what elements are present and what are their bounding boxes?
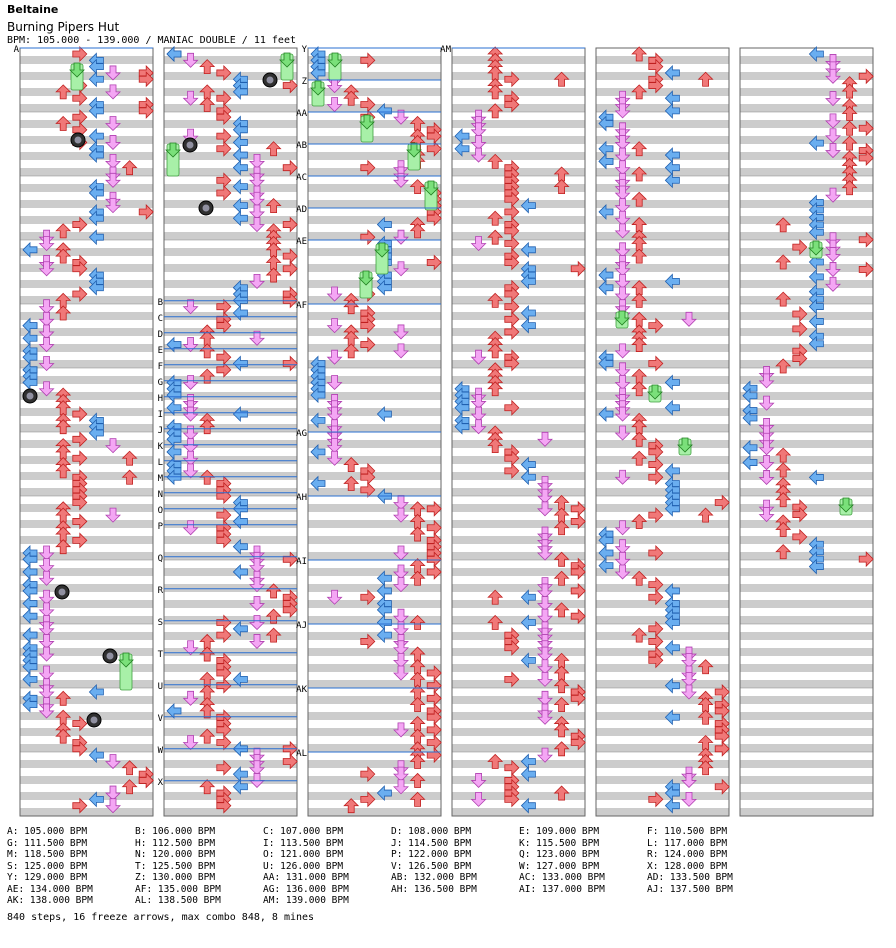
beat-band <box>596 744 729 752</box>
beat-band <box>308 600 441 608</box>
beat-band <box>164 264 297 272</box>
beat-band <box>164 328 297 336</box>
beat-band <box>308 360 441 368</box>
bpm-legend-entry: H: 112.500 BPM <box>135 837 216 849</box>
beat-band <box>164 456 297 464</box>
bpm-legend-entry: AC: 133.000 BPM <box>519 872 605 883</box>
beat-band <box>452 536 585 544</box>
bpm-legend-entry: X: 128.000 BPM <box>647 860 728 872</box>
beat-band <box>164 216 297 224</box>
bpm-legend-entry: AG: 136.000 BPM <box>263 883 349 895</box>
beat-band <box>308 680 441 688</box>
column-2 <box>164 47 297 816</box>
bpm-legend-entry: I: 113.500 BPM <box>263 837 344 849</box>
beat-band <box>308 168 441 176</box>
beat-band <box>20 504 153 512</box>
bpm-legend-entry: Y: 129.000 BPM <box>7 872 88 883</box>
beat-band <box>740 760 873 768</box>
beat-band <box>20 728 153 736</box>
beat-band <box>20 152 153 160</box>
beat-band <box>452 88 585 96</box>
mine-icon <box>199 201 213 215</box>
beat-band <box>164 360 297 368</box>
beat-band <box>20 696 153 704</box>
bpm-legend-entry: G: 111.500 BPM <box>7 837 88 849</box>
beat-band <box>164 808 297 816</box>
beat-band <box>740 584 873 592</box>
bpm-legend-entry: E: 109.000 BPM <box>519 826 600 837</box>
bpm-marker-label: V <box>157 713 163 724</box>
mine-icon <box>183 138 197 152</box>
beat-band <box>164 392 297 400</box>
beat-band <box>452 648 585 656</box>
beat-band <box>308 296 441 304</box>
bpm-marker-label: B <box>157 297 163 308</box>
beat-band <box>596 424 729 432</box>
mine-icon <box>55 585 69 599</box>
bpm-marker-label: G <box>157 377 163 388</box>
song-title: Beltaine <box>7 3 59 16</box>
beat-band <box>308 424 441 432</box>
bpm-marker-label: C <box>157 313 163 324</box>
bpm-legend-entry: AE: 134.000 BPM <box>7 883 93 895</box>
bpm-legend-entry: AD: 133.500 BPM <box>647 872 733 883</box>
beat-band <box>308 328 441 336</box>
beat-band <box>20 440 153 448</box>
beat-band <box>596 328 729 336</box>
beat-band <box>20 168 153 176</box>
beat-band <box>20 712 153 720</box>
beat-band <box>740 408 873 416</box>
beat-band <box>740 776 873 784</box>
beat-band <box>164 168 297 176</box>
beat-band <box>740 744 873 752</box>
beat-band <box>740 696 873 704</box>
bpm-marker-label: O <box>157 505 163 516</box>
bpm-marker-label: I <box>157 409 163 420</box>
bpm-legend-entry: AK: 138.000 BPM <box>7 895 93 906</box>
bpm-legend-entry: AL: 138.500 BPM <box>135 895 221 906</box>
bpm-marker-label: N <box>157 489 163 500</box>
beat-band <box>452 712 585 720</box>
bpm-marker-label: A <box>13 45 19 55</box>
beat-band <box>164 88 297 96</box>
beat-band <box>452 504 585 512</box>
bpm-legend-entry: AB: 132.000 BPM <box>391 872 477 883</box>
beat-band <box>452 616 585 624</box>
beat-band <box>452 440 585 448</box>
beat-band <box>452 760 585 768</box>
beat-band <box>740 552 873 560</box>
chart-stats: 840 steps, 16 freeze arrows, max combo 848, 8 mines <box>7 912 315 923</box>
bpm-marker-label: AL <box>296 749 307 759</box>
beat-band <box>164 504 297 512</box>
bpm-legend-entry: AM: 139.000 BPM <box>263 895 349 906</box>
chart-meta: BPM: 105.000 - 139.000 / MANIAC DOUBLE / 11 feet <box>7 35 296 46</box>
beat-band <box>164 296 297 304</box>
bpm-marker-label: E <box>157 345 163 356</box>
beat-band <box>596 184 729 192</box>
beat-band <box>596 632 729 640</box>
beat-band <box>20 600 153 608</box>
beat-band <box>740 488 873 496</box>
beat-band <box>740 680 873 688</box>
mine-icon <box>87 713 101 727</box>
bpm-marker-label: K <box>157 441 163 452</box>
beat-band <box>740 216 873 224</box>
beat-band <box>452 232 585 240</box>
bpm-legend-entry: C: 107.000 BPM <box>263 826 344 837</box>
beat-band <box>20 104 153 112</box>
bpm-marker-label: L <box>157 457 163 468</box>
beat-band <box>452 56 585 64</box>
bpm-legend-entry: B: 106.000 BPM <box>135 826 216 837</box>
beat-band <box>596 120 729 128</box>
beat-band <box>596 296 729 304</box>
mine-icon <box>23 389 37 403</box>
beat-band <box>740 520 873 528</box>
bpm-marker-label: AB <box>296 141 307 151</box>
beat-band <box>596 152 729 160</box>
beat-band <box>740 568 873 576</box>
bpm-legend-entry: AH: 136.500 BPM <box>391 883 477 895</box>
beat-band <box>740 280 873 288</box>
beat-band <box>596 472 729 480</box>
beat-band <box>164 744 297 752</box>
bpm-marker-label: Y <box>301 45 307 55</box>
bpm-legend-entry: F: 110.500 BPM <box>647 826 728 837</box>
beat-band <box>596 232 729 240</box>
bpm-legend-entry: A: 105.000 BPM <box>7 826 88 837</box>
beat-band <box>596 600 729 608</box>
beat-band <box>308 88 441 96</box>
column-5 <box>596 47 729 816</box>
beat-band <box>452 200 585 208</box>
beat-band <box>164 472 297 480</box>
beat-band <box>596 520 729 528</box>
bpm-marker-label: T <box>157 649 163 660</box>
beat-band <box>596 488 729 496</box>
bpm-marker-label: R <box>157 585 163 596</box>
beat-band <box>164 152 297 160</box>
beat-band <box>20 392 153 400</box>
beat-band <box>740 200 873 208</box>
bpm-legend-entry: K: 115.500 BPM <box>519 837 600 849</box>
column-4 <box>452 47 585 816</box>
bpm-legend-entry: O: 121.000 BPM <box>263 849 344 860</box>
beat-band <box>452 280 585 288</box>
bpm-legend-entry: R: 124.000 BPM <box>647 849 728 860</box>
beat-band <box>164 280 297 288</box>
beat-band <box>20 808 153 816</box>
beat-band <box>740 616 873 624</box>
beat-band <box>20 184 153 192</box>
beat-band <box>740 472 873 480</box>
beat-band <box>452 808 585 816</box>
beat-band <box>164 120 297 128</box>
beat-band <box>20 312 153 320</box>
beat-band <box>164 680 297 688</box>
beat-band <box>740 632 873 640</box>
beat-band <box>20 216 153 224</box>
beat-band <box>740 712 873 720</box>
beat-band <box>740 72 873 80</box>
beat-band <box>20 568 153 576</box>
beat-band <box>308 280 441 288</box>
beat-band <box>740 600 873 608</box>
beat-band <box>452 488 585 496</box>
beat-band <box>308 472 441 480</box>
beat-band <box>20 200 153 208</box>
beat-band <box>308 264 441 272</box>
beat-band <box>164 552 297 560</box>
beat-band <box>308 536 441 544</box>
beat-band <box>20 680 153 688</box>
bpm-marker-label: AC <box>296 173 307 183</box>
beat-band <box>452 216 585 224</box>
beat-band <box>20 792 153 800</box>
beat-band <box>452 632 585 640</box>
bpm-marker-label: AH <box>296 493 307 503</box>
beat-band <box>164 424 297 432</box>
beat-band <box>20 632 153 640</box>
beat-band <box>20 280 153 288</box>
beat-band <box>596 680 729 688</box>
beat-band <box>308 232 441 240</box>
bpm-legend-entry: V: 126.500 BPM <box>391 860 472 872</box>
beat-band <box>308 456 441 464</box>
beat-band <box>164 776 297 784</box>
bpm-legend-entry: L: 117.000 BPM <box>647 837 728 849</box>
beat-band <box>20 56 153 64</box>
bpm-marker-label: M <box>157 473 163 484</box>
beat-band <box>20 296 153 304</box>
bpm-marker-label: AD <box>296 205 307 215</box>
beat-band <box>308 632 441 640</box>
beat-band <box>740 808 873 816</box>
beat-band <box>20 232 153 240</box>
beat-band <box>308 712 441 720</box>
beat-band <box>740 648 873 656</box>
beat-band <box>164 440 297 448</box>
beat-band <box>452 152 585 160</box>
beat-band <box>596 88 729 96</box>
beat-band <box>596 808 729 816</box>
beat-band <box>308 392 441 400</box>
beat-band <box>20 376 153 384</box>
beat-band <box>596 456 729 464</box>
beat-band <box>452 424 585 432</box>
bpm-marker-label: AF <box>296 301 307 311</box>
mine-icon <box>263 73 277 87</box>
beat-band <box>452 376 585 384</box>
beat-band <box>740 248 873 256</box>
beat-band <box>596 168 729 176</box>
beat-band <box>20 664 153 672</box>
beat-band <box>740 232 873 240</box>
bpm-legend-entry: Z: 130.000 BPM <box>135 872 216 883</box>
beat-band <box>596 776 729 784</box>
beat-band <box>596 440 729 448</box>
beat-band <box>740 264 873 272</box>
beat-band <box>596 536 729 544</box>
bpm-marker-label: X <box>157 777 163 788</box>
beat-band <box>740 296 873 304</box>
beat-band <box>164 568 297 576</box>
bpm-legend-entry: N: 120.000 BPM <box>135 849 216 860</box>
column-6 <box>740 47 873 816</box>
bpm-legend-entry: T: 125.500 BPM <box>135 860 216 872</box>
bpm-marker-label: W <box>157 745 163 756</box>
beat-band <box>164 184 297 192</box>
beat-band <box>20 424 153 432</box>
bpm-legend-entry: W: 127.000 BPM <box>519 860 600 872</box>
beat-band <box>308 200 441 208</box>
beat-band <box>740 728 873 736</box>
bpm-legend-entry: Q: 123.000 BPM <box>519 849 600 860</box>
bpm-marker-label: S <box>157 617 163 628</box>
bpm-legend-entry: AF: 135.000 BPM <box>135 883 221 895</box>
bpm-marker-label: AA <box>296 109 307 119</box>
beat-band <box>452 344 585 352</box>
beat-band <box>20 248 153 256</box>
mine-icon <box>103 649 117 663</box>
beat-band <box>308 584 441 592</box>
beat-band <box>596 264 729 272</box>
bpm-marker-label: P <box>157 521 163 532</box>
bpm-legend-entry: S: 125.000 BPM <box>7 860 88 872</box>
bpm-legend-entry: AA: 131.000 BPM <box>263 872 349 883</box>
beat-band <box>164 664 297 672</box>
bpm-marker-label: D <box>157 329 163 340</box>
beat-band <box>596 216 729 224</box>
bpm-marker-label: U <box>157 681 163 692</box>
beat-band <box>740 664 873 672</box>
beat-band <box>20 72 153 80</box>
beat-band <box>740 392 873 400</box>
bpm-marker-label: AI <box>296 557 307 567</box>
beat-band <box>452 584 585 592</box>
beat-band <box>740 360 873 368</box>
bpm-marker-label: AG <box>296 429 307 439</box>
bpm-marker-label: AE <box>296 237 307 247</box>
beat-band <box>308 552 441 560</box>
bpm-marker-label: AK <box>296 685 307 695</box>
chart-name: Burning Pipers Hut <box>7 20 120 34</box>
beat-band <box>596 200 729 208</box>
beat-band <box>20 120 153 128</box>
bpm-legend-entry: AJ: 137.500 BPM <box>647 883 733 895</box>
beat-band <box>164 696 297 704</box>
beat-band <box>596 616 729 624</box>
bpm-marker-label: J <box>157 425 163 436</box>
beat-band <box>452 248 585 256</box>
beat-band <box>452 296 585 304</box>
beat-band <box>740 56 873 64</box>
beat-band <box>596 248 729 256</box>
bpm-marker-label: AJ <box>296 621 307 631</box>
column-1 <box>20 47 153 816</box>
beat-band <box>308 248 441 256</box>
bpm-marker-label: F <box>157 361 163 372</box>
bpm-legend-entry: U: 126.000 BPM <box>263 860 344 872</box>
beat-band <box>740 792 873 800</box>
beat-band <box>20 88 153 96</box>
beat-band <box>308 440 441 448</box>
bpm-legend-entry: AI: 137.000 BPM <box>519 883 605 895</box>
bpm-legend-entry: J: 114.500 BPM <box>391 837 472 849</box>
beat-band <box>164 600 297 608</box>
bpm-marker-label: Z <box>301 77 307 87</box>
bpm-legend-entry: M: 118.500 BPM <box>7 849 88 860</box>
beat-band <box>452 472 585 480</box>
bpm-legend-entry: D: 108.000 BPM <box>391 826 472 837</box>
beat-band <box>20 584 153 592</box>
bpm-marker-label: H <box>157 393 163 404</box>
mine-icon <box>71 133 85 147</box>
beat-band <box>164 648 297 656</box>
bpm-marker-label: AM <box>440 45 451 55</box>
bpm-marker-label: Q <box>157 553 163 564</box>
beat-band <box>164 760 297 768</box>
beat-band <box>596 728 729 736</box>
beat-band <box>164 520 297 528</box>
beat-band <box>740 376 873 384</box>
beat-band <box>164 712 297 720</box>
beat-band <box>452 456 585 464</box>
beat-band <box>308 72 441 80</box>
bpm-legend-entry: P: 122.000 BPM <box>391 849 472 860</box>
beat-band <box>452 264 585 272</box>
beat-band <box>596 504 729 512</box>
beat-band <box>308 808 441 816</box>
